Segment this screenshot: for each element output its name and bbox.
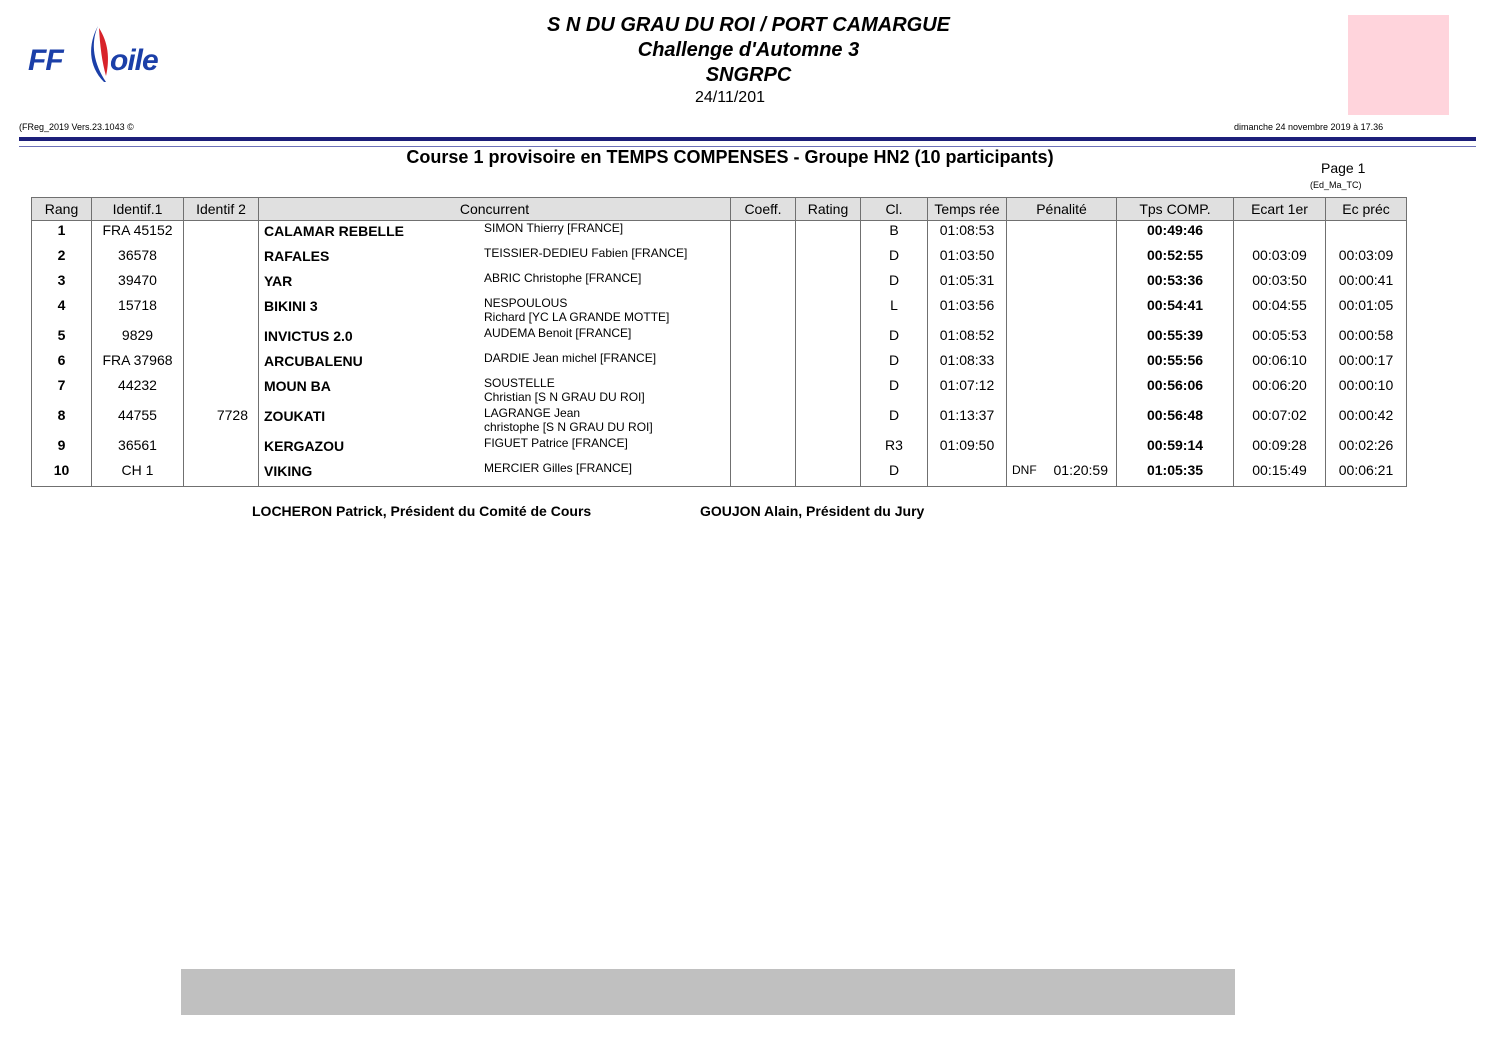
elapsed-time-cell: 01:08:53: [928, 221, 1007, 247]
rank-cell: 7: [32, 376, 92, 406]
rating-cell: [796, 246, 861, 271]
club-code: SNGRPC: [705, 64, 792, 86]
penalty-cell: [1007, 406, 1117, 436]
boat-name: INVICTUS 2.0: [264, 328, 353, 344]
rating-cell: [796, 351, 861, 376]
rating-cell: [796, 296, 861, 326]
elapsed-time-cell: 01:09:50: [928, 436, 1007, 461]
corrected-time-cell: 00:56:48: [1117, 406, 1234, 436]
boat-name: BIKINI 3: [264, 298, 318, 314]
gap-first-cell: 00:03:50: [1234, 271, 1326, 296]
sail-number-cell: 44232: [92, 376, 184, 406]
class-cell: D: [861, 271, 928, 296]
column-header: Rating: [796, 198, 861, 221]
skipper-name: [484, 296, 669, 324]
identif2-cell: [184, 326, 259, 351]
column-header: Rang: [32, 198, 92, 221]
column-header: Cl.: [861, 198, 928, 221]
penalty-cell: [1007, 246, 1117, 271]
gap-previous-cell: 00:00:58: [1326, 326, 1407, 351]
skipper-line: FIGUET Patrice [FRANCE]: [484, 436, 628, 450]
penalty-time: 01:20:59: [1053, 462, 1108, 478]
skipper-name: [484, 351, 656, 370]
competitor-cell: [259, 326, 731, 351]
table-row: [32, 246, 1407, 271]
gap-previous-cell: 00:06:21: [1326, 461, 1407, 487]
identif2-cell: [184, 246, 259, 271]
edition-code: (Ed_Ma_TC): [1310, 180, 1362, 190]
coeff-cell: [731, 351, 796, 376]
elapsed-time-cell: 01:03:56: [928, 296, 1007, 326]
competitor-cell: [259, 436, 731, 461]
rating-cell: [796, 271, 861, 296]
boat-name: RAFALES: [264, 248, 330, 264]
signature-race-committee: LOCHERON Patrick, Président du Comité de Cours: [252, 503, 592, 519]
column-header: Ec préc: [1326, 198, 1407, 221]
identif2-cell: 7728: [184, 406, 259, 436]
coeff-cell: [731, 246, 796, 271]
table-row: [32, 436, 1407, 461]
print-timestamp: dimanche 24 novembre 2019 à 17.36: [1234, 122, 1384, 132]
sail-number-cell: FRA 45152: [92, 221, 184, 247]
sail-number-cell: 39470: [92, 271, 184, 296]
table-row: [32, 271, 1407, 296]
coeff-cell: [731, 436, 796, 461]
column-header: Temps rée: [928, 198, 1007, 221]
gap-previous-cell: 00:03:09: [1326, 246, 1407, 271]
gap-first-cell: 00:04:55: [1234, 296, 1326, 326]
class-cell: D: [861, 326, 928, 351]
coeff-cell: [731, 376, 796, 406]
competitor-cell: [259, 271, 731, 296]
table-row: [32, 461, 1407, 487]
elapsed-time-cell: 01:08:33: [928, 351, 1007, 376]
rank-cell: 3: [32, 271, 92, 296]
corrected-time-cell: 00:59:14: [1117, 436, 1234, 461]
penalty-cell: [1007, 436, 1117, 461]
competitor-cell: [259, 351, 731, 376]
skipper-line-2: Richard [YC LA GRANDE MOTTE]: [484, 310, 670, 324]
identif2-cell: [184, 221, 259, 247]
gap-previous-cell: 00:01:05: [1326, 296, 1407, 326]
gap-first-cell: [1234, 221, 1326, 247]
penalty-cell: [1007, 376, 1117, 406]
event-title: Challenge d'Automne 3: [637, 39, 860, 61]
rank-cell: 9: [32, 436, 92, 461]
skipper-name: [484, 326, 631, 345]
penalty-cell: [1007, 271, 1117, 296]
skipper-name: [484, 436, 628, 455]
coeff-cell: [731, 461, 796, 487]
skipper-line-2: Christian [S N GRAU DU ROI]: [484, 390, 645, 404]
skipper-name: [484, 406, 653, 434]
elapsed-time-cell: 01:13:37: [928, 406, 1007, 436]
rating-cell: [796, 221, 861, 247]
competitor-cell: [259, 376, 731, 406]
corrected-time-cell: 00:53:36: [1117, 271, 1234, 296]
gap-previous-cell: 00:00:41: [1326, 271, 1407, 296]
coeff-cell: [731, 406, 796, 436]
coeff-cell: [731, 296, 796, 326]
penalty-code: DNF: [1012, 463, 1037, 477]
class-cell: B: [861, 221, 928, 247]
competitor-cell: [259, 406, 731, 436]
skipper-line: SOUSTELLE: [484, 376, 555, 390]
elapsed-time-cell: 01:03:50: [928, 246, 1007, 271]
elapsed-time-cell: [928, 461, 1007, 487]
competitor-cell: [259, 461, 731, 487]
elapsed-time-cell: 01:07:12: [928, 376, 1007, 406]
corrected-time-cell: 00:49:46: [1117, 221, 1234, 247]
identif2-cell: [184, 296, 259, 326]
table-row: [32, 406, 1407, 436]
skipper-name: [484, 461, 632, 480]
gap-first-cell: 00:15:49: [1234, 461, 1326, 487]
skipper-name: [484, 246, 687, 265]
skipper-line: SIMON Thierry [FRANCE]: [484, 221, 624, 235]
corrected-time-cell: 00:55:56: [1117, 351, 1234, 376]
footer-bar: [181, 969, 1235, 1015]
penalty-cell: [1007, 461, 1117, 487]
rank-cell: 1: [32, 221, 92, 247]
gap-previous-cell: 00:00:17: [1326, 351, 1407, 376]
gap-previous-cell: 00:00:10: [1326, 376, 1407, 406]
coeff-cell: [731, 326, 796, 351]
coeff-cell: [731, 221, 796, 247]
skipper-line: AUDEMA Benoit [FRANCE]: [484, 326, 632, 340]
table-body: [32, 221, 1407, 487]
rank-cell: 5: [32, 326, 92, 351]
table-row: [32, 326, 1407, 351]
event-date: 24/11/201: [695, 89, 765, 106]
skipper-name: [484, 271, 641, 290]
gap-first-cell: 00:06:20: [1234, 376, 1326, 406]
gap-first-cell: 00:09:28: [1234, 436, 1326, 461]
class-cell: D: [861, 376, 928, 406]
skipper-name: [484, 376, 645, 404]
gap-previous-cell: 00:02:26: [1326, 436, 1407, 461]
competitor-cell: [259, 221, 731, 247]
class-cell: D: [861, 461, 928, 487]
competitor-cell: [259, 296, 731, 326]
identif2-cell: [184, 351, 259, 376]
skipper-line: NESPOULOUS: [484, 296, 568, 310]
rank-cell: 10: [32, 461, 92, 487]
penalty-cell: [1007, 221, 1117, 247]
identif2-cell: [184, 461, 259, 487]
skipper-line: ABRIC Christophe [FRANCE]: [484, 271, 642, 285]
boat-name: KERGAZOU: [264, 438, 345, 454]
boat-name: YAR: [264, 273, 293, 289]
rating-cell: [796, 376, 861, 406]
club-title: S N DU GRAU DU ROI / PORT CAMARGUE: [547, 14, 950, 36]
table-row: [32, 351, 1407, 376]
identif2-cell: [184, 436, 259, 461]
skipper-line-2: christophe [S N GRAU DU ROI]: [484, 420, 653, 434]
table-row: [32, 296, 1407, 326]
boat-name: CALAMAR REBELLE: [264, 223, 404, 239]
skipper-name: [484, 221, 623, 240]
skipper-line: TEISSIER-DEDIEU Fabien [FRANCE]: [484, 246, 688, 260]
identif2-cell: [184, 271, 259, 296]
class-cell: D: [861, 406, 928, 436]
rank-cell: 2: [32, 246, 92, 271]
class-cell: R3: [861, 436, 928, 461]
page-number: Page 1: [1321, 160, 1366, 176]
results-table: [31, 197, 1407, 487]
boat-name: VIKING: [264, 463, 313, 479]
skipper-line: DARDIE Jean michel [FRANCE]: [484, 351, 657, 365]
coeff-cell: [731, 271, 796, 296]
column-header: Pénalité: [1007, 198, 1117, 221]
class-cell: L: [861, 296, 928, 326]
table-row: [32, 221, 1407, 247]
rank-cell: 4: [32, 296, 92, 326]
sail-number-cell: FRA 37968: [92, 351, 184, 376]
boat-name: ARCUBALENU: [264, 353, 363, 369]
class-cell: D: [861, 246, 928, 271]
rating-cell: [796, 461, 861, 487]
table-row: [32, 376, 1407, 406]
software-version: (FReg_2019 Vers.23.1043 ©: [19, 122, 134, 132]
corrected-time-cell: 00:54:41: [1117, 296, 1234, 326]
column-header: Coeff.: [731, 198, 796, 221]
gap-first-cell: 00:07:02: [1234, 406, 1326, 436]
gap-previous-cell: 00:00:42: [1326, 406, 1407, 436]
sail-number-cell: 15718: [92, 296, 184, 326]
rank-cell: 8: [32, 406, 92, 436]
sail-number-cell: 36561: [92, 436, 184, 461]
logo-text-right: oile: [110, 44, 158, 77]
class-cell: D: [861, 351, 928, 376]
column-header: Identif.1: [92, 198, 184, 221]
penalty-cell: [1007, 326, 1117, 351]
penalty-cell: [1007, 296, 1117, 326]
rank-cell: 6: [32, 351, 92, 376]
pink-logo-placeholder: [1348, 15, 1449, 115]
boat-name: ZOUKATI: [264, 408, 326, 424]
identif2-cell: [184, 376, 259, 406]
rating-cell: [796, 406, 861, 436]
sail-number-cell: 44755: [92, 406, 184, 436]
gap-first-cell: 00:03:09: [1234, 246, 1326, 271]
corrected-time-cell: 01:05:35: [1117, 461, 1234, 487]
course-title: Course 1 provisoire en TEMPS COMPENSES - Groupe HN2 (10 participants): [406, 147, 1054, 167]
corrected-time-cell: 00:55:39: [1117, 326, 1234, 351]
gap-first-cell: 00:05:53: [1234, 326, 1326, 351]
boat-name: MOUN BA: [264, 378, 331, 394]
skipper-line: LAGRANGE Jean: [484, 406, 581, 420]
column-header: Ecart 1er: [1234, 198, 1326, 221]
elapsed-time-cell: 01:05:31: [928, 271, 1007, 296]
gap-previous-cell: [1326, 221, 1407, 247]
sail-number-cell: 9829: [92, 326, 184, 351]
column-header: Identif 2: [184, 198, 259, 221]
penalty-cell: [1007, 351, 1117, 376]
competitor-cell: [259, 246, 731, 271]
logo-text-left: FF: [28, 44, 63, 77]
table-header-row: [32, 198, 1407, 221]
rating-cell: [796, 326, 861, 351]
column-header: Concurrent: [259, 198, 731, 221]
corrected-time-cell: 00:56:06: [1117, 376, 1234, 406]
gap-first-cell: 00:06:10: [1234, 351, 1326, 376]
column-header: Tps COMP.: [1117, 198, 1234, 221]
skipper-line: MERCIER Gilles [FRANCE]: [484, 461, 633, 475]
rating-cell: [796, 436, 861, 461]
corrected-time-cell: 00:52:55: [1117, 246, 1234, 271]
header-rule-thick: [19, 137, 1476, 141]
sail-number-cell: CH 1: [92, 461, 184, 487]
elapsed-time-cell: 01:08:52: [928, 326, 1007, 351]
sail-number-cell: 36578: [92, 246, 184, 271]
signature-jury: GOUJON Alain, Président du Jury: [700, 503, 925, 519]
